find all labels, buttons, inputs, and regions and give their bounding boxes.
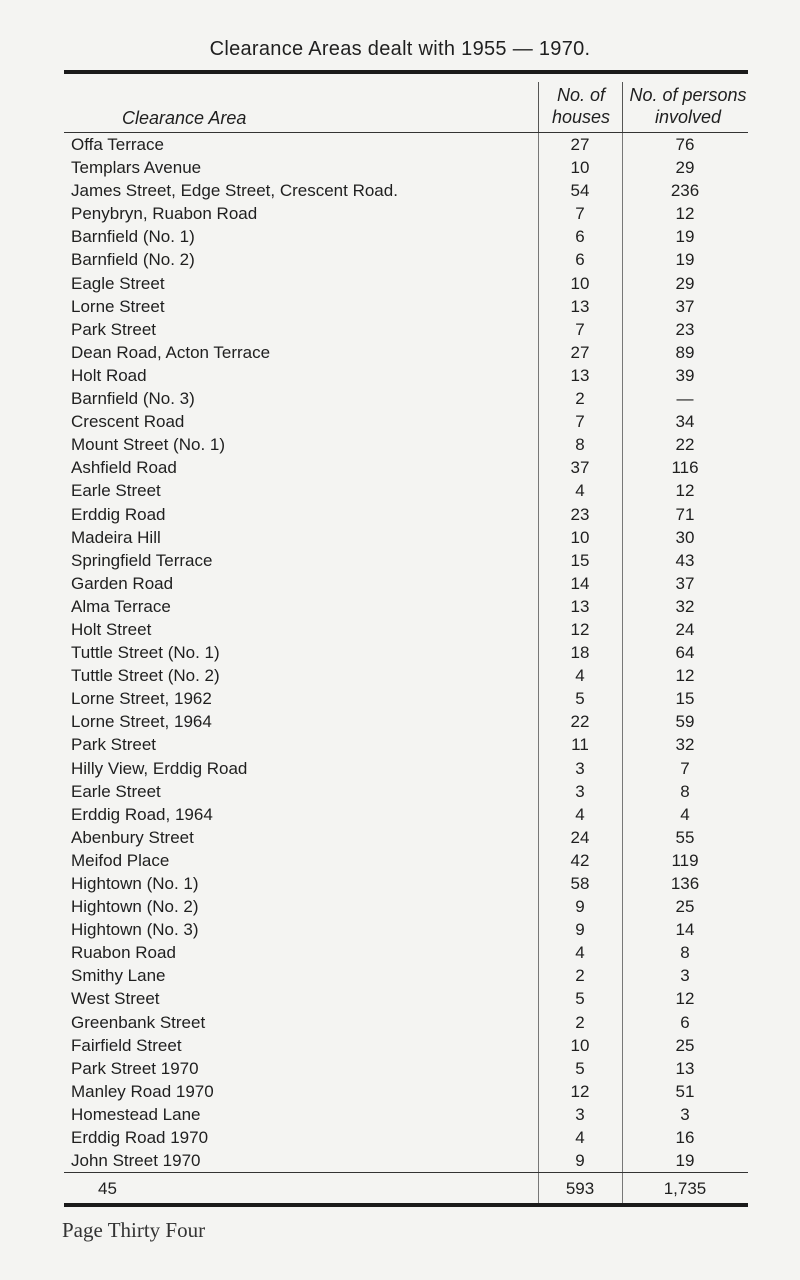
table-row [64, 341, 748, 364]
row-area: Ashfield Road [71, 458, 177, 478]
table-row [64, 456, 748, 479]
row-persons: 12 [675, 666, 695, 686]
table-row [64, 595, 748, 618]
table-row [64, 687, 748, 710]
row-persons: 16 [675, 1128, 695, 1148]
row-houses: 4 [575, 943, 585, 963]
table-row [64, 1103, 748, 1126]
table-row [64, 780, 748, 803]
row-area: Meifod Place [71, 850, 170, 870]
row-area: Smithy Lane [71, 966, 166, 986]
row-houses: 10 [570, 158, 590, 178]
row-persons: 14 [675, 920, 695, 940]
table-row [64, 895, 748, 918]
page-title: Clearance Areas dealt with 1955 — 1970. [209, 38, 591, 60]
table-row [64, 549, 748, 572]
header-clearance-area: Clearance Area [122, 108, 247, 128]
row-houses: 15 [570, 550, 590, 570]
row-persons: 37 [675, 296, 695, 316]
table-row [64, 433, 748, 456]
row-persons: 23 [675, 319, 695, 339]
row-persons: 19 [675, 250, 695, 270]
row-houses: 6 [575, 227, 585, 247]
row-persons: 59 [675, 712, 695, 732]
row-houses: 18 [570, 643, 590, 663]
row-persons: 43 [675, 550, 695, 570]
row-persons: 29 [675, 273, 695, 293]
row-persons: 24 [675, 619, 695, 639]
table-row [64, 710, 748, 733]
row-houses: 4 [575, 481, 585, 501]
row-houses: 4 [575, 666, 585, 686]
row-houses: 5 [575, 1058, 585, 1078]
row-houses: 5 [575, 689, 585, 709]
row-houses: 7 [575, 412, 585, 432]
row-area: Templars Avenue [71, 158, 202, 178]
row-area: Madeira Hill [71, 527, 161, 547]
table-row [64, 202, 748, 225]
table-row [64, 1034, 748, 1057]
table-row [64, 849, 748, 872]
table-row [64, 572, 748, 595]
table-row [64, 757, 748, 780]
row-area: Holt Road [71, 365, 147, 385]
bottom-rule [64, 1203, 748, 1207]
row-houses: 27 [570, 135, 590, 154]
row-persons: 119 [671, 850, 699, 870]
row-area: Homestead Lane [71, 1104, 201, 1124]
row-persons: 76 [675, 135, 695, 154]
table-row [64, 918, 748, 941]
table-row [64, 1126, 748, 1149]
table-row [64, 225, 748, 248]
header-no-of-persons: No. of persons involved [629, 85, 747, 127]
row-area: Park Street [71, 319, 157, 339]
row-area: Tuttle Street (No. 2) [71, 666, 220, 686]
row-area: Penybryn, Ruabon Road [71, 204, 258, 224]
row-persons: 6 [680, 1012, 690, 1032]
row-persons: 51 [675, 1081, 695, 1101]
total-houses: 593 [565, 1179, 595, 1199]
row-area: Hightown (No. 1) [71, 874, 199, 893]
row-houses: 24 [570, 827, 590, 847]
row-persons: 136 [670, 874, 700, 893]
table-row [64, 526, 748, 549]
row-persons: 4 [680, 804, 690, 824]
row-persons: 236 [670, 181, 700, 201]
row-area: Alma Terrace [71, 596, 171, 616]
row-area: Erddig Road, 1964 [71, 804, 213, 824]
row-houses: 22 [570, 712, 590, 732]
table-row [64, 387, 748, 410]
table-row [64, 964, 748, 987]
row-houses: 10 [570, 1035, 590, 1055]
row-area: Eagle Street [71, 273, 165, 293]
row-persons: 22 [675, 435, 695, 455]
row-houses: 23 [570, 504, 590, 524]
table-row [64, 872, 748, 895]
row-houses: 12 [570, 619, 590, 639]
table-row [64, 133, 748, 156]
row-houses: 3 [575, 758, 585, 778]
row-persons: 34 [675, 412, 695, 432]
row-houses: 2 [575, 1012, 585, 1032]
row-area: Springfield Terrace [71, 550, 213, 570]
row-area: Manley Road 1970 [71, 1081, 214, 1101]
totals-row [64, 1173, 748, 1203]
row-persons: 55 [675, 827, 695, 847]
row-houses: 42 [570, 850, 590, 870]
table-row [64, 503, 748, 526]
row-houses: 13 [570, 596, 590, 616]
row-houses: 5 [575, 989, 585, 1009]
row-area: Hightown (No. 2) [71, 897, 199, 917]
row-area: Lorne Street [71, 296, 165, 316]
row-area: Crescent Road [71, 412, 185, 432]
table-row [64, 803, 748, 826]
row-persons: 89 [675, 342, 695, 362]
table-row [64, 1011, 748, 1034]
row-persons: 30 [675, 527, 695, 547]
row-persons: 32 [675, 596, 695, 616]
row-area: Ruabon Road [71, 943, 176, 963]
row-area: Hilly View, Erddig Road [71, 758, 248, 778]
row-houses: 9 [575, 920, 585, 940]
row-persons: 64 [675, 643, 695, 663]
row-persons: 12 [675, 204, 695, 224]
row-area: Park Street [71, 735, 157, 755]
page-footer: Page Thirty Four [62, 1218, 206, 1242]
row-persons: 71 [675, 504, 695, 524]
row-houses: 27 [570, 342, 590, 362]
row-houses: 9 [575, 1151, 585, 1171]
table-row [64, 1080, 748, 1103]
row-houses: 10 [570, 527, 590, 547]
table-row [64, 156, 748, 179]
row-houses: 8 [575, 435, 585, 455]
row-persons: 25 [675, 1035, 695, 1055]
row-houses: 4 [575, 804, 585, 824]
row-persons: — [676, 389, 694, 409]
table-row [64, 479, 748, 502]
table-row [64, 618, 748, 641]
row-area: Tuttle Street (No. 1) [71, 643, 220, 663]
row-persons: 3 [680, 966, 690, 986]
table-row [64, 318, 748, 341]
row-area: Barnfield (No. 1) [71, 227, 195, 247]
table-row [64, 179, 748, 202]
row-persons: 13 [675, 1058, 695, 1078]
table-row [64, 641, 748, 664]
row-area: Abenbury Street [71, 827, 194, 847]
table-row [64, 1057, 748, 1080]
row-houses: 7 [575, 204, 585, 224]
table-row [64, 248, 748, 271]
row-persons: 7 [680, 758, 690, 778]
row-area: Garden Road [71, 573, 174, 593]
table-row [64, 272, 748, 295]
row-area: Erddig Road 1970 [71, 1128, 209, 1148]
row-persons: 19 [675, 227, 695, 247]
row-area: Park Street 1970 [71, 1058, 199, 1078]
row-houses: 54 [570, 181, 590, 201]
header-no-of-houses: No. of houses [551, 85, 611, 127]
row-houses: 13 [570, 365, 590, 385]
table-row [64, 410, 748, 433]
row-area: Dean Road, Acton Terrace [71, 342, 271, 362]
row-area: Offa Terrace [71, 135, 164, 154]
row-area: Greenbank Street [71, 1012, 206, 1032]
total-areas: 45 [98, 1179, 117, 1199]
row-persons: 37 [675, 573, 695, 593]
table-row [64, 987, 748, 1010]
row-persons: 12 [675, 989, 695, 1009]
row-area: Lorne Street, 1964 [71, 712, 212, 732]
row-area: Mount Street (No. 1) [71, 435, 226, 455]
row-persons: 8 [680, 943, 690, 963]
table-row [64, 941, 748, 964]
row-persons: 19 [675, 1151, 695, 1171]
row-persons: 116 [671, 458, 699, 478]
row-houses: 3 [575, 781, 585, 801]
table-header [64, 74, 748, 132]
clearance-table [64, 70, 748, 1207]
table-row [64, 826, 748, 849]
row-houses: 2 [575, 389, 585, 409]
row-persons: 8 [680, 781, 690, 801]
table-body [64, 133, 748, 1172]
table-row [64, 1149, 748, 1172]
row-area: Holt Street [71, 619, 152, 639]
row-houses: 3 [575, 1104, 585, 1124]
row-area: Lorne Street, 1962 [71, 689, 212, 709]
row-persons: 15 [675, 689, 695, 709]
row-houses: 13 [570, 296, 590, 316]
row-area: Erddig Road [71, 504, 166, 524]
row-area: Barnfield (No. 3) [71, 389, 195, 409]
row-houses: 7 [575, 319, 585, 339]
row-houses: 14 [570, 573, 590, 593]
table-row [64, 295, 748, 318]
row-persons: 3 [680, 1104, 690, 1124]
total-persons: 1,735 [663, 1179, 707, 1199]
table-row [64, 364, 748, 387]
row-houses: 58 [570, 874, 590, 893]
row-area: Hightown (No. 3) [71, 920, 199, 940]
row-area: Fairfield Street [71, 1035, 182, 1055]
row-houses: 12 [570, 1081, 590, 1101]
row-houses: 6 [575, 250, 585, 270]
row-area: Earle Street [71, 481, 161, 501]
row-persons: 39 [675, 365, 695, 385]
row-area: James Street, Edge Street, Crescent Road. [71, 181, 398, 201]
row-persons: 25 [675, 897, 695, 917]
row-persons: 32 [675, 735, 695, 755]
table-row [64, 733, 748, 756]
row-houses: 4 [575, 1128, 585, 1148]
row-persons: 29 [675, 158, 695, 178]
row-houses: 9 [575, 897, 585, 917]
row-persons: 12 [675, 481, 695, 501]
row-houses: 10 [570, 273, 590, 293]
row-area: West Street [71, 989, 160, 1009]
row-area: John Street 1970 [71, 1151, 201, 1171]
row-houses: 2 [575, 966, 585, 986]
row-area: Barnfield (No. 2) [71, 250, 195, 270]
row-area: Earle Street [71, 781, 161, 801]
row-houses: 37 [570, 458, 590, 478]
row-houses: 11 [571, 735, 589, 755]
table-row [64, 664, 748, 687]
